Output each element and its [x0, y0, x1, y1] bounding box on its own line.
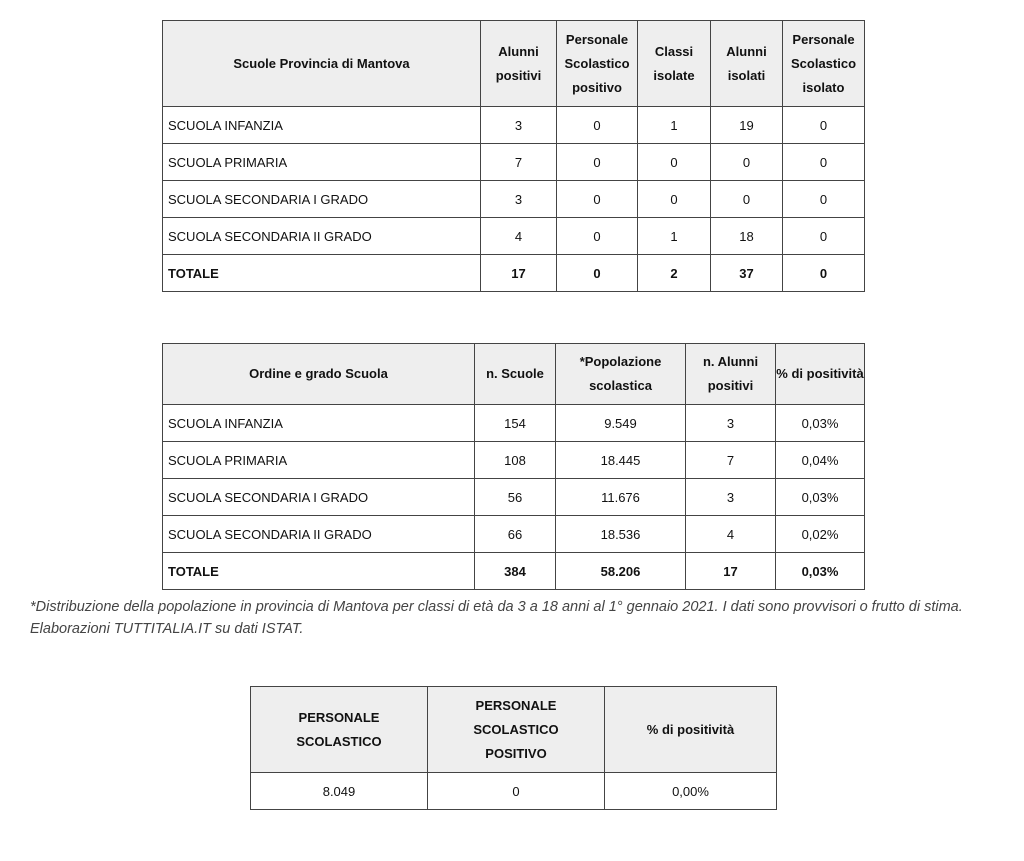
table-cell: 0,00% — [605, 773, 777, 810]
table-cell: 18.536 — [556, 516, 686, 553]
table-cell: 3 — [481, 181, 557, 218]
table-cell: 56 — [475, 479, 556, 516]
table-header-row — [251, 687, 777, 773]
column-header: Classi isolate — [638, 21, 711, 107]
table-cell: 3 — [686, 479, 776, 516]
total-row — [163, 255, 865, 292]
table-cell: 9.549 — [556, 405, 686, 442]
table-cell: 0 — [783, 144, 865, 181]
column-header: PERSONALE SCOLASTICO POSITIVO — [428, 687, 605, 773]
table-cell: SCUOLA SECONDARIA II GRADO — [163, 516, 475, 553]
table-cell: SCUOLA SECONDARIA I GRADO — [163, 181, 481, 218]
table-row — [163, 218, 865, 255]
table-cell: 0 — [557, 181, 638, 218]
column-header: Alunni isolati — [711, 21, 783, 107]
table-cell: 2 — [638, 255, 711, 292]
table-cell: 0 — [557, 218, 638, 255]
table-row — [163, 405, 865, 442]
table-cell: 4 — [481, 218, 557, 255]
table-cell: 154 — [475, 405, 556, 442]
table-header-row — [163, 21, 865, 107]
table-cell: 0,03% — [776, 553, 865, 590]
table-cell: 58.206 — [556, 553, 686, 590]
column-header: Alunni positivi — [481, 21, 557, 107]
table-cell: SCUOLA PRIMARIA — [163, 442, 475, 479]
table-cell: 0,02% — [776, 516, 865, 553]
table-cell: 3 — [686, 405, 776, 442]
table-cell: 0 — [783, 107, 865, 144]
table-cell: 1 — [638, 218, 711, 255]
table-cell: 19 — [711, 107, 783, 144]
table-cell: SCUOLA INFANZIA — [163, 107, 481, 144]
column-header: PERSONALE SCOLASTICO — [251, 687, 428, 773]
table-cell: 0,03% — [776, 405, 865, 442]
footnote: *Distribuzione della popolazione in provincia di Mantova per classi di età da 3 a 18 anni al 1° gennaio 2021. I dati sono provvisori o frutto di stima. Elaborazioni TUTTITALIA.IT su dati ISTAT. — [30, 599, 963, 637]
table-cell: 0 — [711, 144, 783, 181]
table-cell: 1 — [638, 107, 711, 144]
table-row — [251, 773, 777, 810]
schools-positives-table — [162, 20, 865, 292]
table-cell: 108 — [475, 442, 556, 479]
table-cell: 0,03% — [776, 479, 865, 516]
column-header: n. Alunni positivi — [686, 344, 776, 405]
table-cell: SCUOLA PRIMARIA — [163, 144, 481, 181]
table-cell: 37 — [711, 255, 783, 292]
table-cell: SCUOLA SECONDARIA I GRADO — [163, 479, 475, 516]
table-row — [163, 181, 865, 218]
table-cell: SCUOLA INFANZIA — [163, 405, 475, 442]
column-header: Scuole Provincia di Mantova — [163, 21, 481, 107]
table-cell: 8.049 — [251, 773, 428, 810]
table-cell: TOTALE — [163, 553, 475, 590]
total-row — [163, 553, 865, 590]
column-header: Ordine e grado Scuola — [163, 344, 475, 405]
column-header: n. Scuole — [475, 344, 556, 405]
table-row — [163, 516, 865, 553]
table-cell: 0 — [557, 107, 638, 144]
table-cell: 3 — [481, 107, 557, 144]
table-cell: SCUOLA SECONDARIA II GRADO — [163, 218, 481, 255]
column-header: Personale Scolastico isolato — [783, 21, 865, 107]
table-cell: 0 — [638, 144, 711, 181]
table-cell: 66 — [475, 516, 556, 553]
table-cell: 0 — [638, 181, 711, 218]
table-cell: 7 — [686, 442, 776, 479]
table-cell: 18 — [711, 218, 783, 255]
table-cell: 18.445 — [556, 442, 686, 479]
table-cell: 0,04% — [776, 442, 865, 479]
table-cell: 7 — [481, 144, 557, 181]
table-cell: 4 — [686, 516, 776, 553]
table-cell: 0 — [783, 218, 865, 255]
column-header: % di positività — [605, 687, 777, 773]
table-cell: TOTALE — [163, 255, 481, 292]
staff-positives-table — [250, 686, 777, 810]
table-cell: 17 — [686, 553, 776, 590]
table-row — [163, 107, 865, 144]
table-cell: 384 — [475, 553, 556, 590]
column-header: % di positività — [776, 344, 865, 405]
table-cell: 0 — [557, 255, 638, 292]
table-cell: 0 — [711, 181, 783, 218]
column-header: *Popolazione scolastica — [556, 344, 686, 405]
table-row — [163, 442, 865, 479]
table-cell: 11.676 — [556, 479, 686, 516]
table-row — [163, 144, 865, 181]
column-header: Personale Scolastico positivo — [557, 21, 638, 107]
table-cell: 0 — [428, 773, 605, 810]
table-cell: 0 — [557, 144, 638, 181]
table-row — [163, 479, 865, 516]
schools-population-table — [162, 343, 865, 590]
table-cell: 0 — [783, 255, 865, 292]
table-cell: 17 — [481, 255, 557, 292]
table-header-row — [163, 344, 865, 405]
table-cell: 0 — [783, 181, 865, 218]
